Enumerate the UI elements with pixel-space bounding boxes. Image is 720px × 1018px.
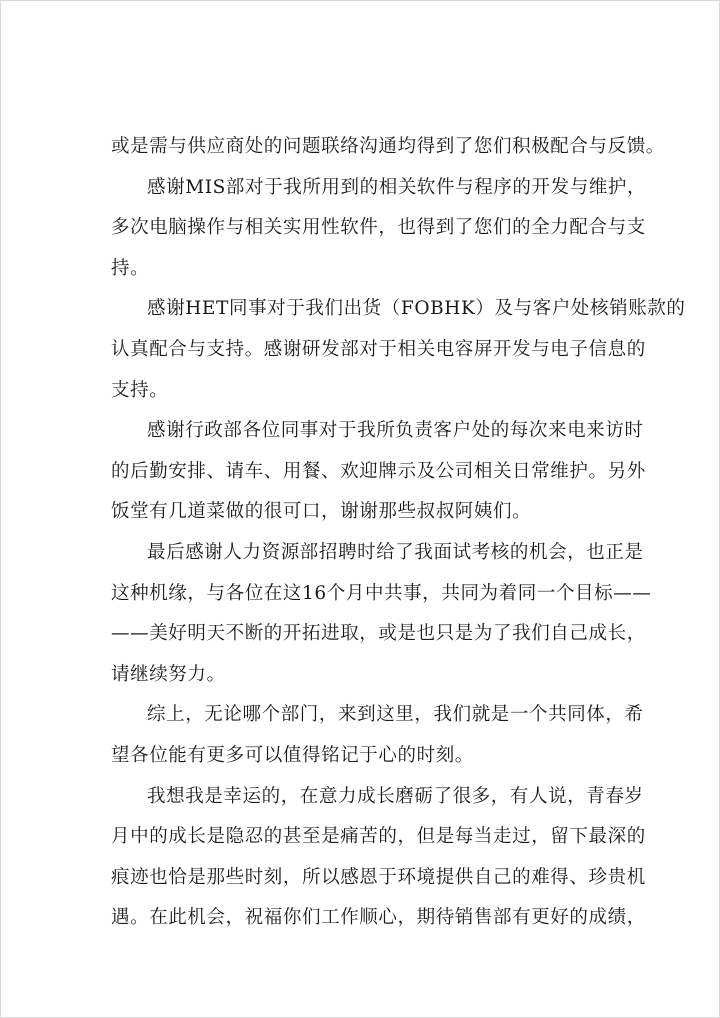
text-line: 请继续努力。 xyxy=(111,663,226,685)
text-line: 或是需与供应商处的问题联络沟通均得到了您们积极配合与反馈。 xyxy=(111,136,665,157)
text-line: 支持。 xyxy=(111,379,169,401)
paragraph xyxy=(111,777,651,939)
text-line: 持。 xyxy=(111,257,150,279)
text-line: 综上，无论哪个部门，来到这里，我们就是一个共同体，希 xyxy=(147,704,644,726)
text-line: 感谢行政部各位同事对于我所负责客户处的每次来电来访时 xyxy=(147,420,644,442)
text-line: 感谢HET同事对于我们出货（FOBHK）及与客户处核销账款的 xyxy=(147,298,686,320)
text-line: 最后感谢人力资源部招聘时给了我面试考核的机会，也正是 xyxy=(147,541,644,563)
text-line: 望各位能有更多可以值得铭记于心的时刻。 xyxy=(111,744,474,766)
text-line: 我想我是幸运的，在意力成长磨砺了很多，有人说，青春岁 xyxy=(147,785,644,807)
text-line: 的后勤安排、请车、用餐、欢迎牌示及公司相关日常维护。另外 xyxy=(111,460,646,482)
text-line: 遇。在此机会，祝福你们工作顺心，期待销售部有更好的成绩， xyxy=(111,907,646,929)
paragraph xyxy=(111,168,651,290)
paragraph xyxy=(111,533,651,695)
text-line: 多次电脑操作与相关实用性软件，也得到了您们的全力配合与支 xyxy=(111,217,646,239)
paragraph xyxy=(111,127,665,168)
text-line: 感谢MIS部对于我所用到的相关软件与程序的开发与维护， xyxy=(147,176,647,198)
text-line: 月中的成长是隐忍的甚至是痛苦的，但是每当走过，留下最深的 xyxy=(111,826,646,848)
text-line: 这种机缘，与各位在这16个月中共事，共同为着同一个目标—— xyxy=(111,582,652,604)
text-line: 痕迹也恰是那些时刻，所以感恩于环境提供自己的难得、珍贵机 xyxy=(111,866,646,888)
paragraph xyxy=(111,289,686,411)
document-body xyxy=(111,127,686,939)
text-line: 认真配合与支持。感谢研发部对于相关电容屏开发与电子信息的 xyxy=(111,338,646,360)
paragraph xyxy=(111,695,651,776)
text-line: ——美好明天不断的开拓进取，或是也只是为了我们自己成长， xyxy=(111,623,646,645)
text-line: 饭堂有几道菜做的很可口，谢谢那些叔叔阿姨们。 xyxy=(111,501,532,523)
paragraph xyxy=(111,411,651,533)
